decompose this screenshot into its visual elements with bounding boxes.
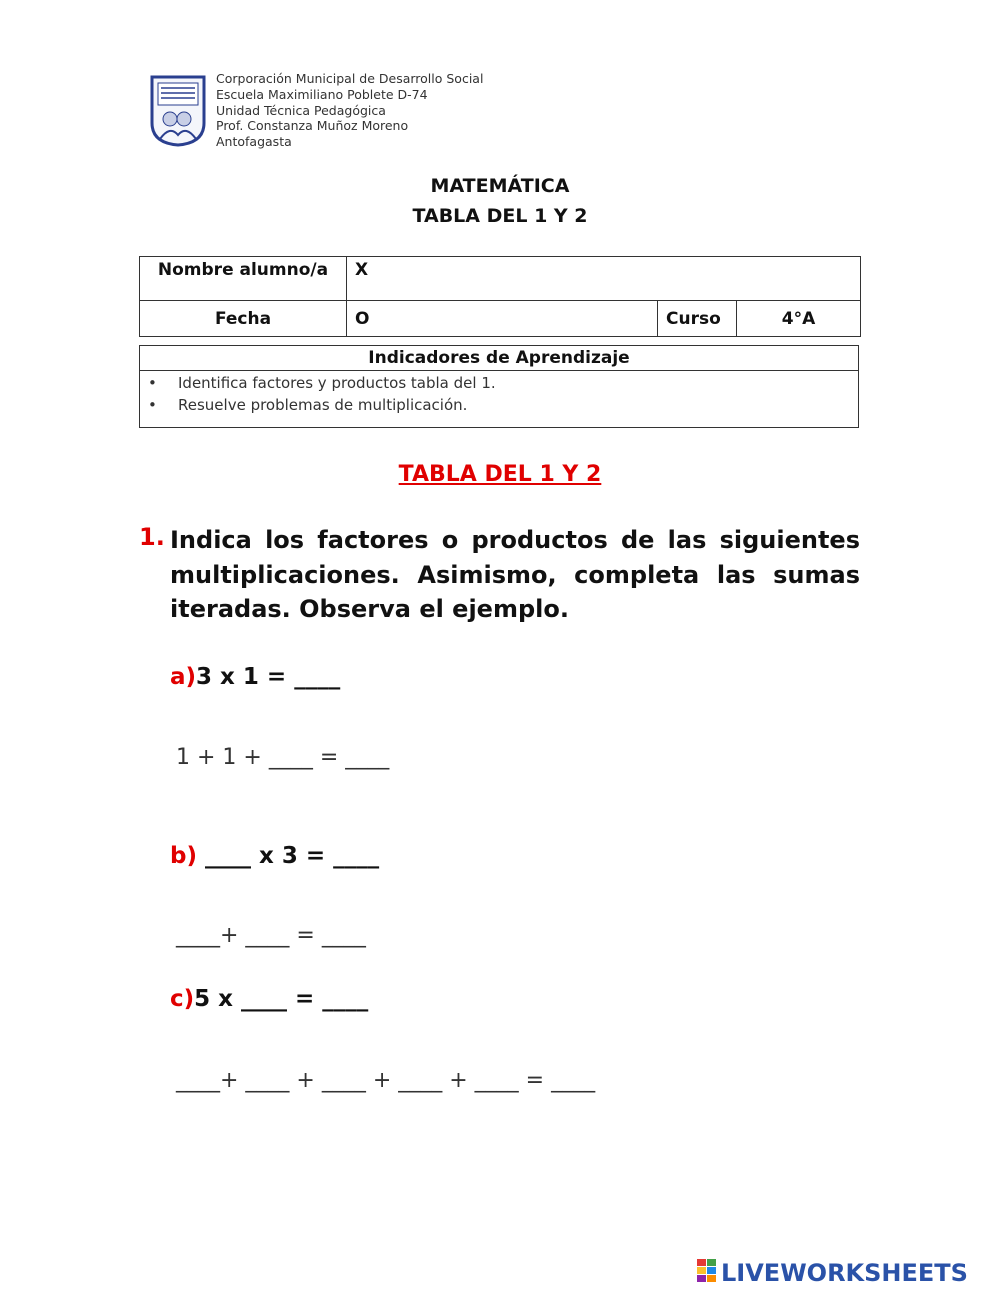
exercise-label: c) [170,986,195,1012]
list-item: • Identifica factores y productos tabla del 1. [140,372,858,394]
header-line: Corporación Municipal de Desarrollo Social [216,71,484,86]
header-line: Unidad Técnica Pedagógica [216,102,386,118]
exercise-b [170,843,379,869]
exercise-expression[interactable]: ____ x 3 = ____ [196,843,380,869]
exercise-b-sum[interactable]: ____+ ____ = ____ [176,923,366,948]
section-title: TABLA DEL 1 Y 2 [398,462,602,487]
subject-title: MATEMÁTICA [430,175,570,197]
header-line: Escuela Maximiliano Poblete D-74 [216,86,428,102]
topic-title: TABLA DEL 1 Y 2 [412,205,588,227]
question-number: 1. [139,523,165,551]
exercise-expression[interactable]: 3 x 1 = ____ [196,664,341,690]
indicators-list [140,371,858,416]
date-field[interactable]: O [347,301,658,337]
exercise-a [170,664,340,690]
learning-indicators [139,345,859,428]
name-label: Nombre alumno/a [140,257,347,301]
question-text: Indica los factores o productos de las siguientes multiplicaciones. Asimismo, completa las sumas iteradas. Observa el ejemplo. [170,526,860,623]
course-label: Curso [658,301,737,337]
header-line: Antofagasta [216,134,292,150]
indicators-heading: Indicadores de Aprendizaje [140,346,858,371]
institution-header [216,71,483,150]
exercise-label: a) [170,664,197,690]
exercise-expression[interactable]: 5 x ____ = ____ [194,986,369,1012]
liveworksheets-logo [697,1257,992,1285]
list-item: • Resuelve problemas de multiplicación. [140,394,858,416]
school-logo [150,75,206,147]
header-line: Prof. Constanza Muñoz Moreno [216,118,409,134]
student-info-table [139,256,861,337]
date-label: Fecha [140,301,347,337]
exercise-a-sum[interactable]: 1 + 1 + ____ = ____ [176,745,390,770]
exercise-c [170,986,368,1012]
watermark-text: LIVEWORKSHEETS [721,1259,968,1285]
course-value: 4°A [737,301,861,337]
exercise-label: b) [170,843,197,869]
exercise-c-sum[interactable]: ____+ ____ + ____ + ____ + ____ = ____ [176,1068,596,1093]
name-field[interactable]: X [347,257,861,301]
